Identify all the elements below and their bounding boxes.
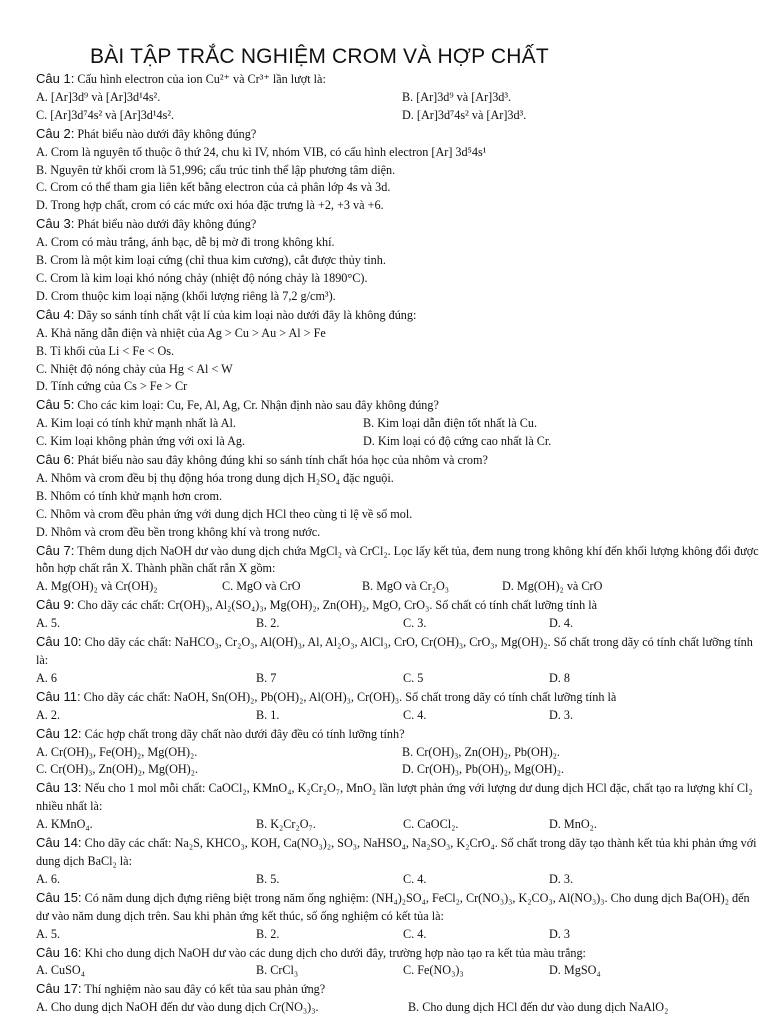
question-text: Phát biểu nào dưới đây không đúng? — [74, 126, 257, 141]
question-text: Thí nghiệm nào sau đây có kết tủa sau phản ứng? — [81, 982, 326, 997]
option-a: A. KMnO₄. — [36, 817, 93, 832]
question-text: Khi cho dung dịch NaOH dư vào các dung dịch cho dưới đây, trường hợp nào tạo ra kết tủa màu trắng: — [81, 945, 586, 960]
question-16 — [36, 944, 764, 963]
option-b: B. [Ar]3d⁹ và [Ar]3d³. — [402, 89, 512, 104]
option-d: D. 3 — [549, 926, 570, 941]
option-b: B. 1. — [256, 707, 280, 722]
option-b: B. 7 — [256, 670, 277, 685]
question-17 — [36, 980, 764, 999]
question-text: Có năm dung dịch đựng riêng biệt trong năm ống nghiệm: (NH₄)₂SO₄, FeCl₂, Cr(NO₃)₃, K₂CO₃, Al(NO₃)₃. Cho dung dịch Ba(OH)₂ đến dư vào năm dung dịch trên. Sau khi phản ứng kết thúc, số ống nghiệm có kết tủa là: — [36, 890, 750, 923]
question-text: Phát biểu nào dưới đây không đúng? — [74, 217, 257, 232]
option-b: B. Nhôm có tính khử mạnh hơn crom. — [36, 488, 223, 503]
option-c: C. Cr(OH)₃, Zn(OH)₂, Mg(OH)₂. — [36, 762, 199, 777]
question-label: Câu 12: — [36, 725, 82, 741]
option-c: C. Crom có thể tham gia liên kết bằng electron của cả phân lớp 4s và 3d. — [36, 180, 391, 195]
option-d: D. Trong hợp chất, crom có các mức oxi hóa đặc trưng là +2, +3 và +6. — [36, 198, 384, 213]
option-a: A. [Ar]3d⁹ và [Ar]3d¹4s². — [36, 89, 161, 104]
question-text: Cho các kim loại: Cu, Fe, Al, Ag, Cr. Nhận định nào sau đây không đúng? — [74, 398, 439, 413]
option-b: B. CrCl₃ — [256, 963, 299, 978]
option-c: C. 4. — [403, 871, 427, 886]
options-row — [36, 415, 764, 433]
option-d: D. Cr(OH)₃, Pb(OH)₂, Mg(OH)₂. — [402, 762, 565, 777]
option-d: D. Nhôm và crom đều bền trong không khí và trong nước. — [36, 524, 321, 539]
question-text: Phát biểu nào sau đây không đúng khi so sánh tính chất hóa học của nhôm và crom? — [74, 453, 488, 468]
question-6 — [36, 451, 764, 470]
question-15 — [36, 889, 764, 926]
option-c: C. Nhôm và crom đều phản ứng với dung dịch HCl theo cùng tỉ lệ về số mol. — [36, 506, 413, 521]
option-b: B. Nguyên tử khối crom là 51,996; cấu trúc tinh thể lập phương tâm diện. — [36, 162, 396, 177]
option-d: D. Tính cứng của Cs > Fe > Cr — [36, 379, 188, 394]
option-b: B. 2. — [256, 926, 280, 941]
question-1 — [36, 70, 764, 89]
options-row — [36, 578, 764, 596]
option-c: C. CaOCl₂. — [403, 817, 459, 832]
question-text: Các hợp chất trong dãy chất nào dưới đây đều có tính lưỡng tính? — [81, 726, 405, 741]
option-c: C. 4. — [403, 707, 427, 722]
option-c: C. MgO và CrO — [222, 579, 301, 594]
question-11 — [36, 688, 764, 707]
option-c: C. [Ar]3d⁷4s² và [Ar]3d¹4s². — [36, 107, 175, 122]
option-c: C. 4. — [403, 926, 427, 941]
option-b: B. 5. — [256, 871, 280, 886]
question-label: Câu 6: — [36, 452, 75, 468]
option-a: A. Kim loại có tính khử mạnh nhất là Al. — [36, 416, 236, 431]
options-row — [36, 744, 764, 762]
options-row — [36, 615, 764, 633]
option-a: A. CuSO₄ — [36, 963, 85, 978]
option-a: A. Mg(OH)₂ và Cr(OH)₂ — [36, 579, 158, 594]
question-list — [36, 70, 764, 1017]
option-b: B. Cho dung dịch HCl đến dư vào dung dịch NaAlO₂ — [408, 1000, 669, 1015]
options-row — [36, 707, 764, 725]
option-c: C. Fe(NO₃)₃ — [403, 963, 464, 978]
question-text: Cấu hình electron của ion Cu²⁺ và Cr³⁺ lần lượt là: — [74, 72, 326, 86]
question-label: Câu 4: — [36, 306, 75, 322]
question-label: Câu 5: — [36, 397, 75, 413]
option-b: B. Cr(OH)₃, Zn(OH)₂, Pb(OH)₂. — [402, 744, 560, 759]
question-9 — [36, 596, 764, 615]
question-text: Dãy so sánh tính chất vật lí của kim loại nào dưới đây là không đúng: — [74, 307, 417, 322]
option-a: A. 6. — [36, 871, 61, 886]
option-a: A. 2. — [36, 707, 61, 722]
question-text: Cho dãy các chất: Cr(OH)₃, Al₂(SO₄)₃, Mg(OH)₂, Zn(OH)₂, MgO, CrO₃. Số chất có tính chất lưỡng tính là — [74, 598, 598, 613]
option-a: A. 5. — [36, 616, 61, 631]
option-c: C. 3. — [403, 616, 427, 631]
question-label: Câu 13: — [36, 780, 82, 796]
option-c: C. Kim loại không phản ứng với oxi là Ag. — [36, 434, 246, 449]
option-d: D. MnO₂. — [549, 817, 597, 832]
option-a: A. 5. — [36, 926, 61, 941]
question-7 — [36, 542, 764, 579]
option-d: D. 3. — [549, 707, 574, 722]
option-c: C. 5 — [403, 670, 424, 685]
options-row — [36, 871, 764, 889]
option-a: A. Nhôm và crom đều bị thụ động hóa trong dung dịch H₂SO₄ đặc nguội. — [36, 470, 394, 485]
option-b: B. MgO và Cr₂O₃ — [362, 579, 450, 594]
question-label: Câu 3: — [36, 216, 75, 232]
option-b: B. Tỉ khối của Li < Fe < Os. — [36, 343, 175, 358]
options-row — [36, 962, 764, 980]
option-d: D. Kim loại có độ cứng cao nhất là Cr. — [363, 434, 552, 449]
question-text: Cho dãy các chất: Na₂S, KHCO₃, KOH, Ca(NO₃)₂, SO₃, NaHSO₄, Na₂SO₃, K₂CrO₄. Số chất trong dãy tạo thành kết tủa khi phản ứng với dung dịch BaCl₂ là: — [36, 836, 757, 868]
question-label: Câu 2: — [36, 125, 75, 141]
option-a: A. Crom là nguyên tố thuộc ô thứ 24, chu kì IV, nhóm VIB, có cấu hình electron [Ar] 3d⁵4s¹ — [36, 144, 487, 159]
question-text: Nếu cho 1 mol mỗi chất: CaOCl₂, KMnO₄, K₂Cr₂O₇, MnO₂ lần lượt phản ứng với lượng dư dung dịch HCl đặc, chất tạo ra lượng khí Cl₂ nhiều nhất là: — [36, 781, 753, 814]
option-a: A. Crom có màu trắng, ánh bạc, dễ bị mờ đi trong không khí. — [36, 235, 335, 250]
option-d: D. [Ar]3d⁷4s² và [Ar]3d³. — [402, 107, 527, 122]
question-12 — [36, 725, 764, 744]
options-row — [36, 926, 764, 944]
options-row — [36, 999, 764, 1017]
question-label: Câu 14: — [36, 835, 82, 851]
question-10 — [36, 633, 764, 670]
option-d: D. Crom thuộc kim loại nặng (khối lượng riêng là 7,2 g/cm³). — [36, 288, 336, 303]
option-c: C. Crom là kim loại khó nóng chảy (nhiệt độ nóng chảy là 1890°C). — [36, 270, 368, 285]
question-label: Câu 16: — [36, 944, 82, 960]
option-d: D. 3. — [549, 871, 574, 886]
option-b: B. Kim loại dẫn điện tốt nhất là Cu. — [363, 416, 537, 431]
question-label: Câu 11: — [36, 688, 81, 704]
option-a: A. 6 — [36, 670, 57, 685]
option-b: B. Crom là một kim loại cứng (chỉ thua kim cương), cắt được thủy tinh. — [36, 253, 386, 268]
question-5 — [36, 396, 764, 415]
options-row — [36, 816, 764, 834]
page-title: BÀI TẬP TRẮC NGHIỆM CROM VÀ HỢP CHẤT — [90, 45, 549, 68]
question-text: Cho dãy các chất: NaHCO₃, Cr₂O₃, Al(OH)₃, Al, Al₂O₃, AlCl₃, CrO, Cr(OH)₃, CrO₃, Mg(OH)₂. Số chất trong dãy có tính chất lưỡng tính là: — [36, 635, 753, 667]
question-text: Cho dãy các chất: NaOH, Sn(OH)₂, Pb(OH)₂, Al(OH)₃, Cr(OH)₃. Số chất trong dãy có tính chất lưỡng tính là — [80, 689, 617, 704]
question-label: Câu 7: — [36, 542, 75, 558]
question-label: Câu 10: — [36, 634, 82, 650]
options-row — [36, 670, 764, 688]
option-a: A. Khả năng dẫn điện và nhiệt của Ag > Cu > Au > Al > Fe — [36, 325, 326, 340]
question-13 — [36, 779, 764, 816]
question-label: Câu 1: — [36, 71, 75, 86]
question-14 — [36, 834, 764, 871]
options-row — [36, 433, 764, 451]
option-d: D. 4. — [549, 616, 574, 631]
question-4 — [36, 306, 764, 325]
option-d: D. MgSO₄ — [549, 963, 601, 978]
option-a: A. Cr(OH)₃, Fe(OH)₂, Mg(OH)₂. — [36, 744, 198, 759]
option-b: B. 2. — [256, 616, 280, 631]
question-3 — [36, 215, 764, 234]
options-row — [36, 761, 764, 779]
question-label: Câu 17: — [36, 981, 82, 997]
option-a: A. Cho dung dịch NaOH đến dư vào dung dịch Cr(NO₃)₃. — [36, 1000, 319, 1015]
option-b: B. K₂Cr₂O₇. — [256, 817, 316, 832]
question-label: Câu 9: — [36, 597, 75, 613]
option-c: C. Nhiệt độ nóng chảy của Hg < Al < W — [36, 361, 233, 376]
option-d: D. Mg(OH)₂ và CrO — [502, 579, 603, 594]
option-d: D. 8 — [549, 670, 570, 685]
question-label: Câu 15: — [36, 889, 82, 905]
options-row — [36, 107, 764, 125]
question-text: Thêm dung dịch NaOH dư vào dung dịch chứa MgCl₂ và CrCl₂. Lọc lấy kết tủa, đem nung trong không khí đến khối lượng không đổi được hỗn hợp chất rắn X. Thành phần chất rắn X gồm: — [36, 543, 759, 576]
options-row — [36, 89, 764, 107]
question-2 — [36, 125, 764, 144]
